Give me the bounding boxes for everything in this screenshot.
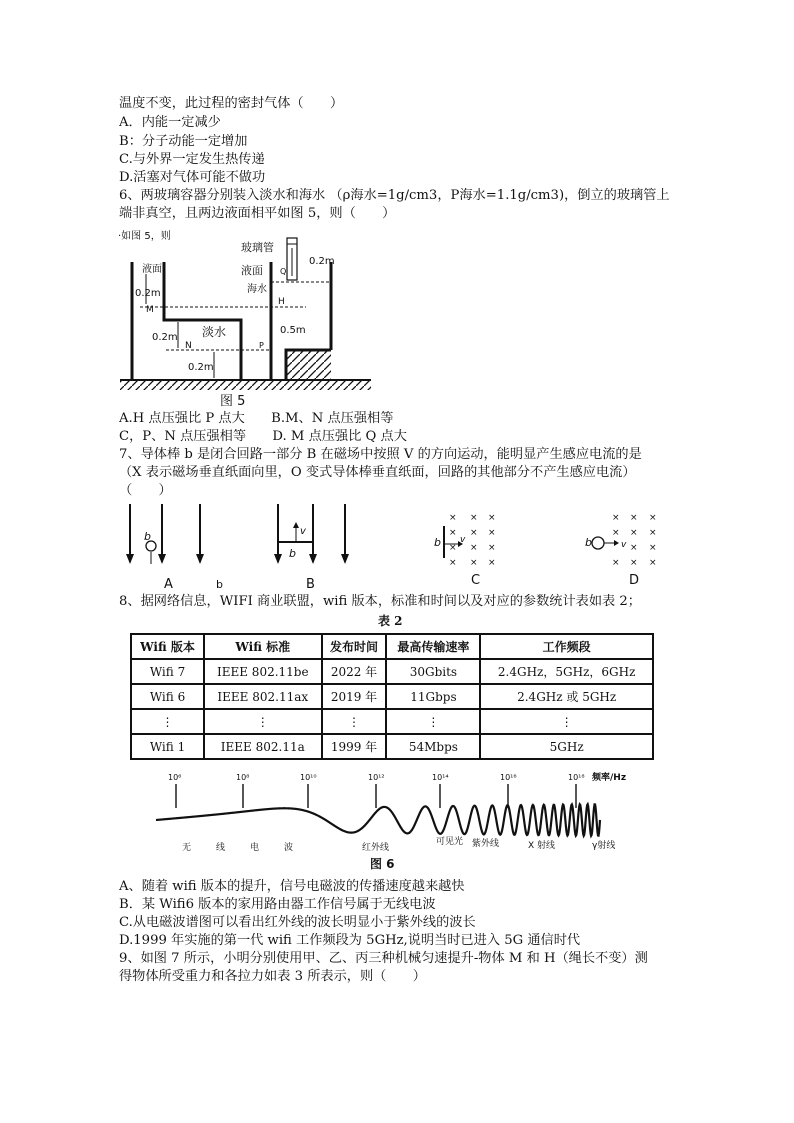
option-d: D.活塞对气体可能不做功 bbox=[119, 170, 266, 185]
svg-text:×: × bbox=[630, 558, 638, 568]
point-h: H bbox=[278, 297, 285, 307]
svg-text:b: b bbox=[216, 578, 223, 591]
question-7-cont: （X 表示磁场垂直纸面向里，O 变式导体棒垂直纸面，回路的其他部分不产生感应电流） bbox=[119, 465, 636, 480]
table-cell: ⋮ bbox=[322, 709, 387, 734]
svg-text:×: × bbox=[649, 543, 657, 553]
visible-light-label: 可见光 bbox=[436, 837, 464, 847]
surface-right-label: 液面 bbox=[241, 264, 263, 277]
svg-text:×: × bbox=[649, 513, 657, 523]
q8-option-a: A、随着 wifi 版本的提升，信号电磁波的传播速度越来越快 bbox=[119, 879, 465, 894]
svg-text:b: b bbox=[144, 530, 151, 543]
question-9-cont: 得物体所受重力和各拉力如表 3 所表示，则（ ） bbox=[119, 969, 426, 984]
table-cell: ⋮ bbox=[131, 709, 204, 734]
table-row bbox=[131, 734, 653, 759]
glass-tube-label: 玻璃管 bbox=[241, 241, 274, 254]
svg-text:×: × bbox=[449, 543, 457, 553]
wave-curve bbox=[156, 804, 600, 836]
radio-wave-label: 线 bbox=[216, 843, 226, 853]
frequency-unit: 频率/Hz bbox=[592, 773, 627, 783]
tick-label: 10¹⁶ bbox=[500, 773, 517, 782]
dim-02-tube: 0.2m bbox=[309, 256, 335, 267]
question-8: 8、据网络信息，WIFI 商业联盟，wifi 版本，标准和时间以及对应的参数统计表如表 2； bbox=[119, 594, 641, 609]
figure-5 bbox=[116, 226, 416, 414]
figure-6 bbox=[150, 768, 660, 876]
infrared-label: 红外线 bbox=[362, 843, 390, 853]
option-c: C.与外界一定发生热传递 bbox=[119, 152, 265, 167]
question-9: 9、如图 7 所示，小明分别使用甲、乙、丙三种机械匀速提升-物体 M 和 H（绳长不变）测 bbox=[119, 951, 648, 966]
figure-7-option-d bbox=[585, 513, 657, 588]
table-row bbox=[131, 659, 653, 684]
svg-text:×: × bbox=[470, 513, 478, 523]
surface-left-label: 液面 bbox=[142, 264, 162, 275]
svg-text:b: b bbox=[585, 536, 592, 549]
svg-text:×: × bbox=[612, 558, 620, 568]
svg-text:×: × bbox=[488, 528, 496, 538]
dim-05: 0.5m bbox=[280, 325, 306, 336]
table-cell: Wifi 1 bbox=[131, 734, 204, 759]
header-cell: 最高传输速率 bbox=[386, 634, 480, 659]
option-c-label: C bbox=[471, 573, 481, 588]
svg-text:×: × bbox=[630, 513, 638, 523]
table-header-row bbox=[131, 634, 653, 659]
q6-options-cd: C，P、N 点压强相等 D. M 点压强比 Q 点大 bbox=[119, 429, 407, 444]
table-cell: 2019 年 bbox=[322, 684, 387, 709]
svg-text:×: × bbox=[449, 528, 457, 538]
svg-text:×: × bbox=[649, 528, 657, 538]
freshwater-label: 淡水 bbox=[202, 325, 227, 339]
table-cell: 30Gbits bbox=[386, 659, 480, 684]
svg-text:v: v bbox=[460, 535, 466, 545]
figure-7-option-a bbox=[126, 504, 223, 592]
table-cell: IEEE 802.11a bbox=[204, 734, 321, 759]
table-cell: 2.4GHz，5GHz，6GHz bbox=[480, 659, 653, 684]
option-b: B：分子动能一定增加 bbox=[119, 134, 248, 149]
svg-text:×: × bbox=[488, 543, 496, 553]
question-7: 7、导体棒 b 是闭合回路一部分 B 在磁场中按照 V 的方向运动，能明显产生感应电流的是 bbox=[119, 447, 642, 462]
header-cell: 工作频段 bbox=[480, 634, 653, 659]
tick-label: 10¹² bbox=[368, 773, 385, 782]
figure-5-caption-top: ·如图 5，则 bbox=[118, 231, 171, 242]
svg-text:×: × bbox=[488, 558, 496, 568]
svg-text:×: × bbox=[612, 528, 620, 538]
xray-label: X 射线 bbox=[528, 841, 556, 851]
table-cell: 1999 年 bbox=[322, 734, 387, 759]
svg-text:×: × bbox=[470, 528, 478, 538]
table-cell: 2.4GHz 或 5GHz bbox=[480, 684, 653, 709]
figure-7-option-c bbox=[434, 513, 496, 588]
text-line: 温度不变，此过程的密封气体（ ） bbox=[119, 96, 344, 111]
svg-text:×: × bbox=[630, 543, 638, 553]
tick-label: 10⁸ bbox=[236, 773, 250, 782]
header-cell: Wifi 版本 bbox=[131, 634, 204, 659]
dim-02-mid: 0.2m bbox=[152, 332, 178, 343]
table-cell: IEEE 802.11be bbox=[204, 659, 321, 684]
table-cell: 5GHz bbox=[480, 734, 653, 759]
tick-label: 10¹⁰ bbox=[300, 773, 317, 782]
table-cell: IEEE 802.11ax bbox=[204, 684, 321, 709]
seawater-label: 海水 bbox=[247, 284, 267, 295]
radio-wave-label: 波 bbox=[284, 843, 294, 853]
table-cell: 2022 年 bbox=[322, 659, 387, 684]
tick-label: 10¹⁸ bbox=[568, 773, 585, 782]
tick-label: 10⁶ bbox=[168, 773, 182, 782]
option-d-label: D bbox=[629, 573, 640, 588]
table-row bbox=[131, 684, 653, 709]
point-n: N bbox=[185, 341, 192, 351]
figure-7 bbox=[116, 498, 676, 592]
svg-text:b: b bbox=[434, 536, 441, 549]
table-2 bbox=[130, 633, 654, 760]
table-cell: Wifi 6 bbox=[131, 684, 204, 709]
point-m: M bbox=[146, 305, 154, 315]
table-cell: 11Gbps bbox=[386, 684, 480, 709]
uv-label: 紫外线 bbox=[472, 839, 500, 849]
figure-5-caption: 图 5 bbox=[220, 394, 246, 409]
option-b-label: B bbox=[306, 577, 315, 592]
header-cell: 发布时间 bbox=[322, 634, 387, 659]
svg-text:×: × bbox=[630, 528, 638, 538]
svg-text:×: × bbox=[488, 513, 496, 523]
option-a-label: A bbox=[164, 577, 173, 592]
svg-text:×: × bbox=[449, 558, 457, 568]
gamma-label: γ射线 bbox=[592, 841, 616, 851]
svg-text:×: × bbox=[612, 513, 620, 523]
question-6-cont: 端非真空，且两边液面相平如图 5，则（ ） bbox=[119, 206, 396, 221]
table-cell: ⋮ bbox=[480, 709, 653, 734]
radio-wave-label: 无 bbox=[182, 843, 192, 853]
q8-option-c: C.从电磁波谱图可以看出红外线的波长明显小于紫外线的波长 bbox=[119, 915, 476, 930]
svg-text:×: × bbox=[449, 513, 457, 523]
header-cell: Wifi 标准 bbox=[204, 634, 321, 659]
svg-text:v: v bbox=[300, 526, 306, 537]
table-2-caption: 表 2 bbox=[378, 614, 403, 628]
option-a: A．内能一定减少 bbox=[119, 115, 221, 130]
table-row bbox=[131, 709, 653, 734]
dim-02-bottom: 0.2m bbox=[188, 362, 214, 373]
table-cell: ⋮ bbox=[386, 709, 480, 734]
svg-text:×: × bbox=[470, 558, 478, 568]
dim-02-top: 0.2m bbox=[135, 288, 161, 299]
figure-7-option-b bbox=[274, 504, 349, 592]
radio-wave-label: 电 bbox=[250, 843, 260, 853]
point-p: P bbox=[259, 341, 264, 350]
svg-text:×: × bbox=[649, 558, 657, 568]
question-7-blank: （ ） bbox=[119, 483, 172, 498]
svg-text:×: × bbox=[470, 543, 478, 553]
table-cell: ⋮ bbox=[204, 709, 321, 734]
q8-option-b: B．某 Wifi6 版本的家用路由器工作信号属于无线电波 bbox=[119, 897, 436, 912]
q8-option-d: D.1999 年实施的第一代 wifi 工作频段为 5GHz,说明当时已进入 5G 通信时代 bbox=[119, 933, 581, 948]
svg-text:v: v bbox=[621, 540, 627, 550]
question-6: 6、两玻璃容器分别装入淡水和海水 （ρ海水=1g/cm3，P海水=1.1g/cm3)，倒立的玻璃管上 bbox=[119, 188, 670, 203]
tick-label: 10¹⁴ bbox=[432, 773, 449, 782]
table-cell: 54Mbps bbox=[386, 734, 480, 759]
figure-6-caption: 图 6 bbox=[370, 857, 395, 871]
point-q: Q bbox=[280, 267, 287, 276]
svg-text:b: b bbox=[289, 547, 296, 560]
table-cell: Wifi 7 bbox=[131, 659, 204, 684]
q6-options-ab: A.H 点压强比 P 点大 B.M、N 点压强相等 bbox=[119, 411, 394, 426]
